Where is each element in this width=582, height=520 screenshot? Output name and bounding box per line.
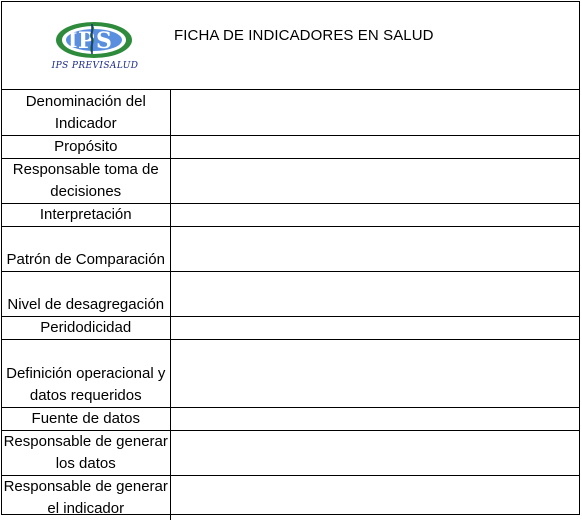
table-row [2,407,580,430]
row-label-responsable-decisiones: Responsable toma de decisiones [2,158,170,203]
svg-text:I: I [68,28,78,52]
table-row [2,475,580,520]
table-row [2,89,580,135]
sheet-header [2,2,579,90]
indicator-table [2,89,580,520]
row-label-nivel: Nivel de desagregación [2,271,170,316]
row-value-patron[interactable] [170,226,580,271]
row-value-responsable-decisiones[interactable] [170,158,580,203]
logo-caption: IPS PREVISALUD [51,61,139,71]
table-row [2,135,580,158]
row-value-interpretacion[interactable] [170,203,580,226]
row-label-patron: Patrón de Comparación [2,226,170,271]
table-row [2,339,580,407]
row-label-responsable-indicador: Responsable de generar el indicador [2,475,170,520]
row-value-definicion[interactable] [170,339,580,407]
row-value-responsable-datos[interactable] [170,430,580,475]
row-value-denominacion[interactable] [170,89,580,135]
indicator-sheet [1,1,580,515]
table-row [2,271,580,316]
table-row [2,226,580,271]
row-label-periodicidad: Peridodicidad [2,316,170,339]
row-label-denominacion: Denominación del Indicador [2,89,170,135]
svg-text:S: S [96,28,112,54]
row-value-periodicidad[interactable] [170,316,580,339]
table-row [2,316,580,339]
row-label-interpretacion: Interpretación [2,203,170,226]
row-label-fuente: Fuente de datos [2,407,170,430]
row-label-definicion: Definición operacional y datos requeridos [2,339,170,407]
row-value-responsable-indicador[interactable] [170,475,580,520]
svg-text:P: P [78,28,95,54]
row-label-responsable-datos: Responsable de generar los datos [2,430,170,475]
table-row [2,430,580,475]
row-value-fuente[interactable] [170,407,580,430]
page-title: FICHA DE INDICADORES EN SALUD [174,27,434,44]
table-row [2,158,580,203]
row-label-proposito: Propósito [2,135,170,158]
row-value-nivel[interactable] [170,271,580,316]
table-row [2,203,580,226]
row-value-proposito[interactable] [170,135,580,158]
